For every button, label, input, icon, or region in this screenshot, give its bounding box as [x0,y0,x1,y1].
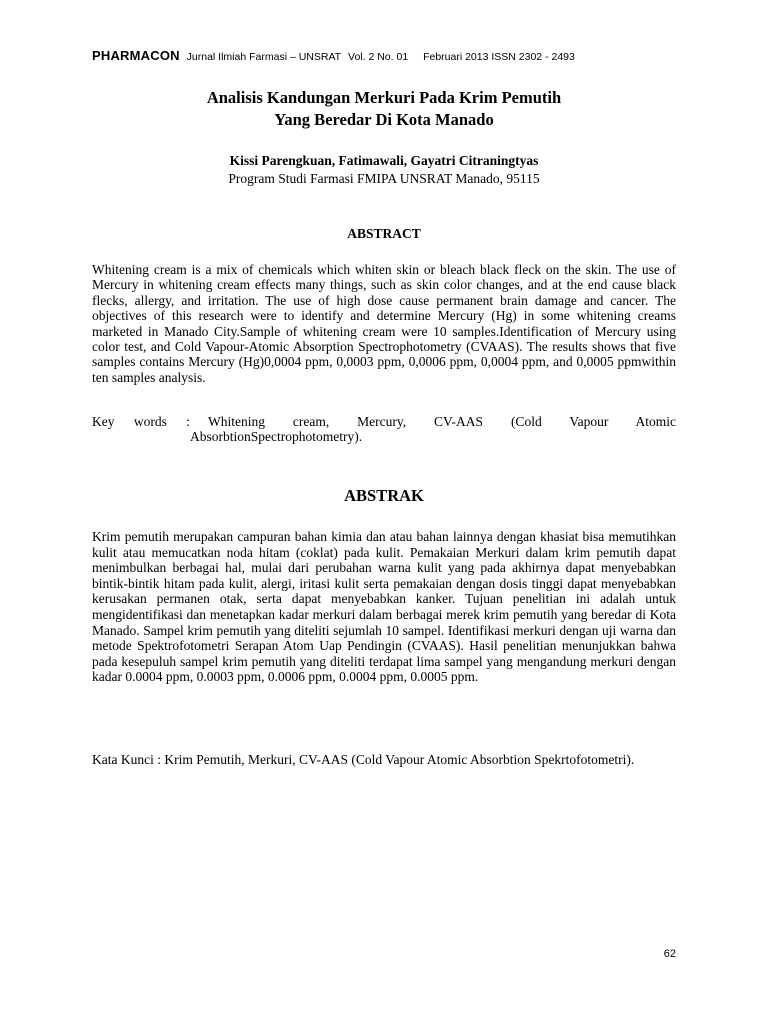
kata-kunci: Kata Kunci : Krim Pemutih, Merkuri, CV-AAS (Cold Vapour Atomic Absorbtion Spekrtofotometri). [92,752,635,767]
abstrak-body: Krim pemutih merupakan campuran bahan kimia dan atau bahan lainnya dengan khasiat bisa memutihkan kulit atau memucatkan noda hitam (coklat) pada kulit. Pemakaian Merkuri dalam krim pemutih dapat menimbulkan berbagai hal, mulai dari perubahan warna kulit yang pada akhirnya dapat menyebabkan bintik-bintik hitam pada kulit, alergi, iritasi kulit serta pemakaian dengan dosis tinggi dapat menyebabkan kerusakan permanen otak, serta dapat menyebabkan kanker. Tujuan penelitian ini adalah untuk mengidentifikasi dan menetapkan kadar merkuri dalam berbagai merek krim pemutih yang beredar di Kota Manado. Sampel krim pemutih yang diteliti sejumlah 10 sampel. Identifikasi merkuri dengan uji warna dan metode Spektrofotometri Serapan Atom Uap Pendingin (CVAAS). Hasil penelitian menunjukkan bahwa pada kesepuluh sampel krim pemutih yang diteliti terdapat lima sampel yang mengandung merkuri dengan kadar 0.0004 ppm, 0.0003 ppm, 0.0006 ppm, 0.0004 ppm, 0.0005 ppm. [92,529,676,685]
journal-name: PHARMACON [92,48,180,63]
keywords-label-word-2: words [133,414,167,429]
keywords-label [92,414,190,429]
article-title-line-2: Yang Beredar Di Kota Manado [274,110,494,129]
journal-volume: Vol. 2 No. 01 [348,51,409,63]
abstract-heading: ABSTRACT [347,226,421,241]
keywords-colon: : [186,414,190,429]
keywords-label-word-1: Key [92,414,115,429]
abstract-keywords [92,414,676,445]
abstrak-heading: ABSTRAK [344,486,424,505]
article-title-line-1: Analisis Kandungan Merkuri Pada Krim Pemutih [206,88,562,107]
running-header [92,48,682,63]
keywords-line-2: AbsorbtionSpectrophotometry). [190,429,363,445]
keywords-line-1: Whitening cream, Mercury, CV-AAS (Cold Vapour Atomic [208,414,676,429]
article-authors: Kissi Parengkuan, Fatimawali, Gayatri Citraningtyas [229,153,539,168]
abstract-body: Whitening cream is a mix of chemicals which whiten skin or bleach black fleck on the skin. The use of Mercury in whitening cream effects many things, such as skin color changes, and at the end cause black flecks, allergy, and irritation. The use of high dose cause permanent brain damage and cancer. The objectives of this research were to identify and determine Mercury (Hg) in some whitening creams marketed in Manado City.Sample of whitening cream were 10 samples.Identification of Mercury using color test, and Cold Vapour-Atomic Absorption Spectrophotometry (CVAAS). The results shows that five samples contains Mercury (Hg)0,0004 ppm, 0,0003 ppm, 0,0006 ppm, 0,0004 ppm, and 0,0005 ppmwithin ten samples analysis. [92,262,676,385]
article-affiliation: Program Studi Farmasi FMIPA UNSRAT Manado, 95115 [228,171,540,186]
journal-date-issn: Februari 2013 ISSN 2302 - 2493 [423,51,575,63]
page-number: 62 [663,948,676,960]
journal-subtitle: Jurnal Ilmiah Farmasi – UNSRAT [186,51,342,63]
